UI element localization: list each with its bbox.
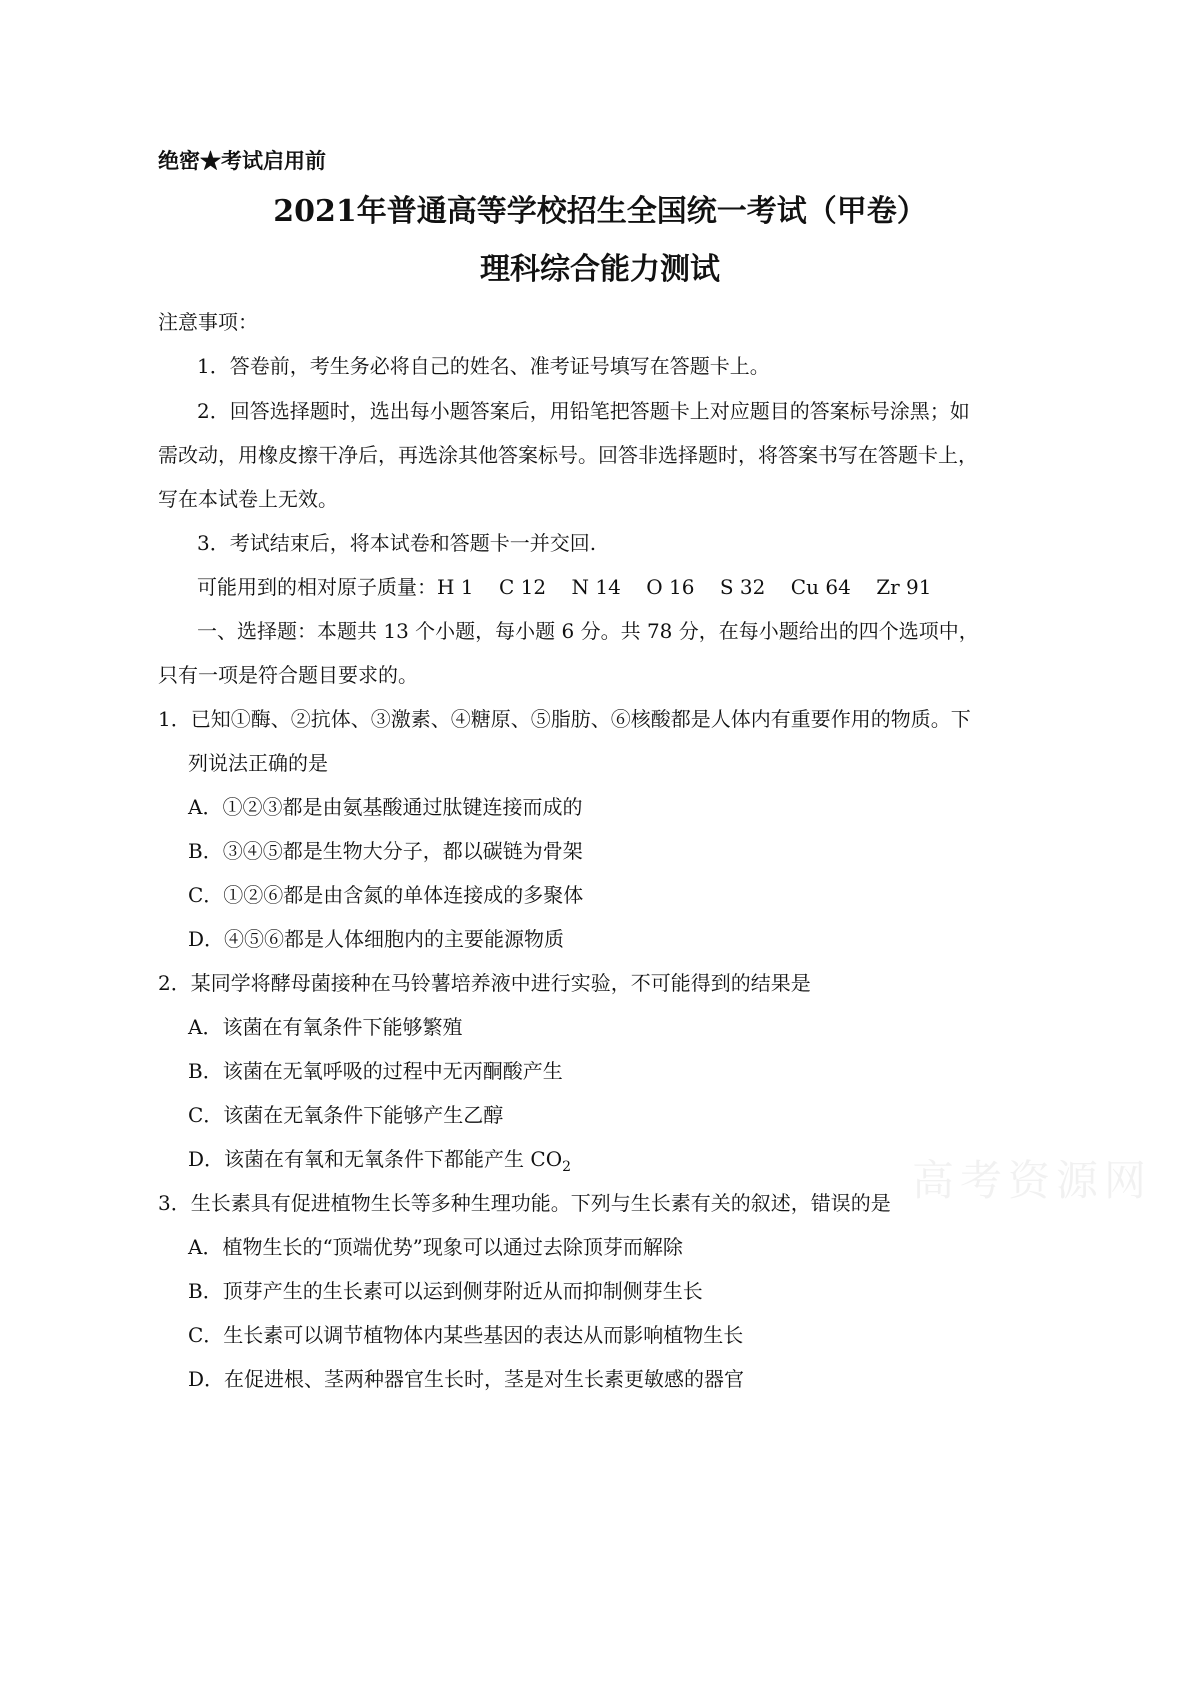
question-1-option-a: A．①②③都是由氨基酸通过肽键连接而成的: [188, 795, 583, 819]
exam-subtitle: 理科综合能力测试: [480, 252, 720, 287]
question-3-option-b: B．顶芽产生的生长素可以运到侧芽附近从而抑制侧芽生长: [188, 1279, 703, 1303]
question-3-option-a: A．植物生长的“顶端优势”现象可以通过去除顶芽而解除: [188, 1235, 683, 1259]
question-1-option-d: D．④⑤⑥都是人体细胞内的主要能源物质: [188, 927, 565, 951]
confidential-mark: 绝密★考试启用前: [158, 148, 326, 173]
question-3-option-c: C．生长素可以调节植物体内某些基因的表达从而影响植物生长: [188, 1323, 744, 1347]
atomic-mass-line: [197, 573, 931, 601]
atomic-mass-values: H 1 C 12 N 14 O 16 S 32 Cu 64 Zr 91: [437, 575, 932, 599]
note-item-2-cont: 需改动，用橡皮擦干净后，再选涂其他答案标号。回答非选择题时，将答案书写在答题卡上，: [158, 443, 978, 467]
note-item-1: 1．答卷前，考生务必将自己的姓名、准考证号填写在答题卡上。: [197, 354, 770, 378]
watermark: 高考资源网: [912, 1156, 1153, 1205]
question-2-stem: 2．某同学将酵母菌接种在马铃薯培养液中进行实验，不可能得到的结果是: [158, 971, 811, 995]
notes-heading: 注意事项：: [158, 310, 258, 334]
atomic-mass-label: 可能用到的相对原子质量：: [197, 575, 437, 599]
question-2-option-b: B．该菌在无氧呼吸的过程中无丙酮酸产生: [188, 1059, 563, 1083]
section-instructions-cont: 只有一项是符合题目要求的。: [158, 663, 418, 687]
section-instructions: 一、选择题：本题共 13 个小题，每小题 6 分。共 78 分，在每小题给出的四个选项中，: [197, 619, 979, 643]
question-2-option-d-text: D．该菌在有氧和无氧条件下都能产生 CO: [188, 1147, 563, 1171]
note-item-3: 3．考试结束后，将本试卷和答题卡一并交回.: [197, 531, 597, 555]
question-1-stem: 1．已知①酶、②抗体、③激素、④糖原、⑤脂肪、⑥核酸都是人体内有重要作用的物质。下: [158, 707, 971, 731]
question-2-option-c: C．该菌在无氧条件下能够产生乙醇: [188, 1103, 504, 1127]
question-3-option-d: D．在促进根、茎两种器官生长时，茎是对生长素更敏感的器官: [188, 1367, 745, 1391]
note-item-2: 2．回答选择题时，选出每小题答案后，用铅笔把答题卡上对应题目的答案标号涂黑；如: [197, 399, 970, 423]
question-2-option-a: A．该菌在有氧条件下能够繁殖: [188, 1015, 463, 1039]
question-2-option-d: [188, 1145, 571, 1173]
question-3-stem: 3．生长素具有促进植物生长等多种生理功能。下列与生长素有关的叙述，错误的是: [158, 1191, 891, 1215]
question-1-stem-cont: 列说法正确的是: [188, 751, 328, 775]
exam-title: 2021年普通高等学校招生全国统一考试（甲卷）: [273, 194, 927, 229]
question-1-option-b: B．③④⑤都是生物大分子，都以碳链为骨架: [188, 839, 583, 863]
co2-subscript: 2: [562, 1159, 572, 1175]
note-item-2-cont-2: 写在本试卷上无效。: [158, 487, 338, 511]
question-1-option-c: C．①②⑥都是由含氮的单体连接成的多聚体: [188, 883, 584, 907]
